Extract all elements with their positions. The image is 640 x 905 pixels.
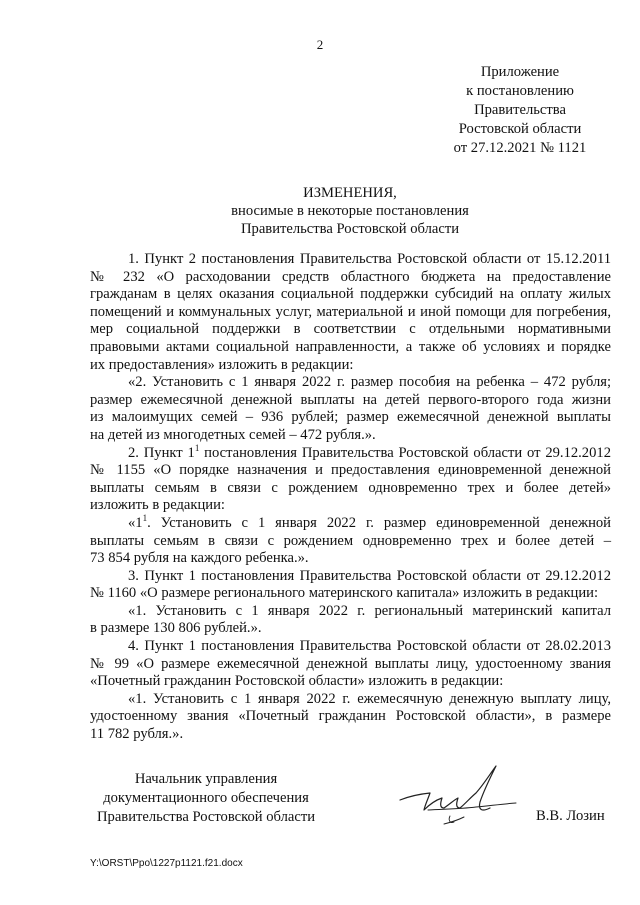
heading-subtitle: вносимые в некоторые постановления: [231, 203, 469, 219]
appendix-line: к постановлению: [466, 83, 574, 99]
body-line: «2. Установить с 1 января 2022 г. размер пособия на ребенка – 472 рубля;: [128, 374, 611, 391]
body-line: размер ежемесячной денежной выплаты на детей первого-второго года жизни: [90, 391, 611, 408]
body-line: в размере 130 806 рублей.».: [90, 620, 262, 637]
body-line: 4. Пункт 1 постановления Правительства Ростовской области от 28.02.2013: [128, 638, 611, 655]
body-line: [90, 442, 611, 463]
appendix-header: [420, 63, 620, 158]
document-body: [90, 251, 611, 744]
signatory-line: Начальник управления: [134, 771, 278, 787]
body-text: . Установить с 1 января 2022 г. размер единовременной денежной: [147, 514, 611, 531]
body-line: их предоставления» изложить в редакции:: [90, 356, 354, 373]
body-line: «1. Установить с 1 января 2022 г. ежемесячную денежную выплату лицу,: [128, 690, 611, 707]
body-line: № 1160 «О размере регионального материнского капитала» изложить в редакции:: [90, 585, 599, 602]
heading-title: ИЗМЕНЕНИЯ,: [303, 185, 397, 201]
signatory-line: Правительства Ростовской области: [96, 809, 316, 825]
body-line: из малоимущих семей – 936 рублей; размер ежемесячной денежной выплаты: [90, 409, 611, 426]
appendix-line: Приложение: [480, 64, 560, 80]
body-line: 3. Пункт 1 постановления Правительства Ростовской области от 29.12.2012: [128, 567, 611, 584]
body-text: 2. Пункт 1: [128, 444, 195, 461]
file-path-footer: Y:\ORST\Ppo\1227p1121.f21.docx: [90, 858, 243, 869]
body-line: выплаты семьям в связи с рождением одновременно трех и более детей –: [90, 532, 611, 549]
body-line: № 99 «О размере ежемесячной денежной выплаты лицу, удостоенному звания: [90, 655, 611, 672]
appendix-line: от 27.12.2021 № 1121: [453, 140, 587, 156]
body-line: № 232 «О расходовании средств областного бюджета на предоставление: [90, 268, 611, 285]
body-text: постановления Правительства Ростовской области от 29.12.2012: [199, 444, 611, 461]
body-line: 11 782 рубля.».: [90, 726, 184, 743]
body-line: № 1155 «О порядке назначения и предоставления единовременной денежной: [90, 462, 611, 479]
body-line: помещений и коммунальных услуг, материальной и иной помощи для погребения,: [90, 303, 611, 320]
body-line: удостоенному звания «Почетный гражданин Ростовской области», в размере: [90, 708, 611, 725]
body-line: [90, 512, 611, 533]
appendix-line: Ростовской области: [458, 121, 582, 137]
body-line: «1. Установить с 1 января 2022 г. региональный материнский капитал: [128, 602, 611, 619]
body-line: выплаты семьям в связи с рождением одновременно трех и более детей»: [90, 479, 611, 496]
body-line: правовыми актами социальной направленности, а также об условиях и порядке: [90, 338, 611, 355]
body-line: мер социальной поддержки в соответствии с отдельными нормативными: [90, 321, 611, 338]
signatory-line: документационного обеспечения: [103, 790, 309, 806]
body-line: изложить в редакции:: [90, 497, 225, 514]
document-heading: [130, 184, 570, 238]
body-text: «1: [128, 514, 143, 531]
superscript: 1: [194, 442, 200, 453]
signatory-title: [90, 770, 322, 827]
body-line: 1. Пункт 2 постановления Правительства Ростовской области от 15.12.2011: [128, 251, 611, 267]
superscript: 1: [142, 512, 148, 523]
body-line: на детей из многодетных семей – 472 рубля.».: [90, 426, 376, 443]
signatory-name: В.В. Лозин: [536, 808, 605, 824]
appendix-line: Правительства: [474, 102, 566, 118]
body-line: гражданам в целях оказания социальной поддержки субсидий на оплату жилых: [90, 286, 611, 303]
heading-subtitle: Правительства Ростовской области: [240, 221, 460, 237]
body-line: «Почетный гражданин Ростовской области» изложить в редакции:: [90, 673, 504, 690]
body-line: 73 854 рубля на каждого ребенка.».: [90, 550, 309, 567]
page-number: 2: [316, 37, 324, 52]
handwritten-signature: [398, 760, 528, 840]
